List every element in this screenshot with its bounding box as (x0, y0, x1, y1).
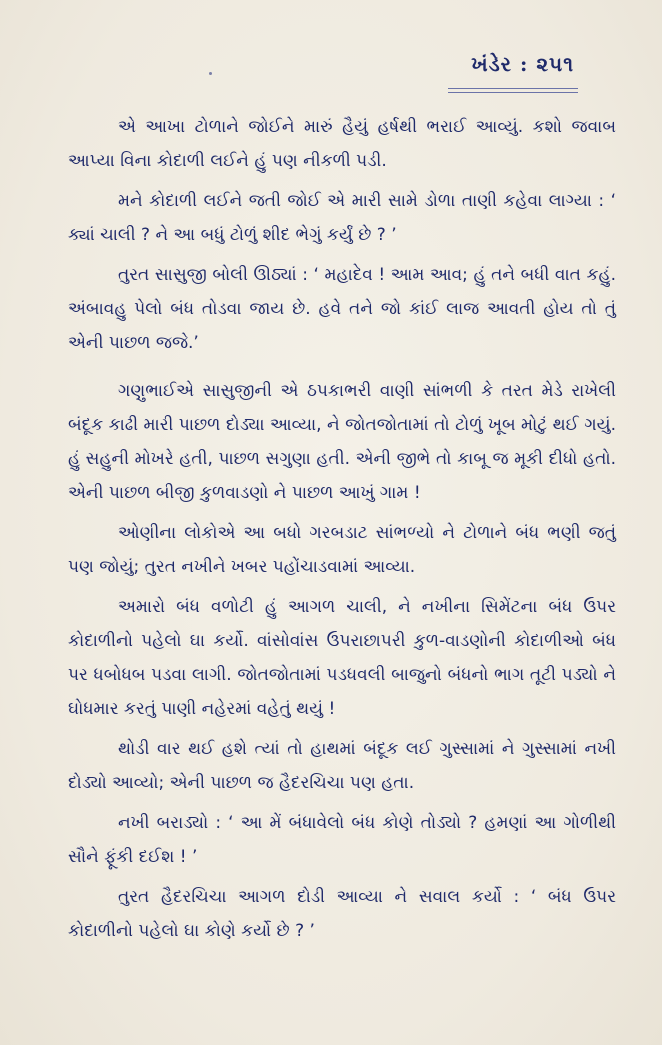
body-text (68, 110, 616, 954)
paragraph-2: મને કોદાળી લઈને જતી જોઈ એ મારી સામે ડોળા તાણી કહેવા લાગ્યા : ‘ ક્યાં ચાલી ? ને આ બધું ટોળું શીદ ભેગું કર્યું છે ? ’ (68, 191, 616, 245)
header-underline (448, 88, 578, 93)
chapter-page-header: ખંડેર : ૨૫૧ (471, 52, 574, 76)
paragraph-8: નખી બરાડ્યો : ‘ આ મેં બંધાવેલો બંધ કોણે તોડ્યો ? હમણાં આ ગોળીથી સૌને ફૂંકી દઈશ ! ’ (68, 813, 616, 867)
paragraph-6: અમારો બંધ વળોટી હું આગળ ચાલી, ને નખીના સિમેંટના બંધ ઉપર કોદાળીનો પહેલો ઘા કર્યો. વાંસોવાંસ ઉપરાછાપરી કુળ-વાડણોની કોદાળીઓ બંધ પર ધબોધબ પડવા લાગી. જોતજોતામાં પડધવલી બાજુનો બંધનો ભાગ તૂટી પડ્યો ને ઘોધમાર કરતું પાણી નહેરમાં વહેતું થયું ! (68, 597, 616, 719)
paragraph-1: એ આખા ટોળાને જોઈને મારું હૈયું હર્ષથી ભરાઈ આવ્યું. કશો જવાબ આપ્યા વિના કોદાળી લઈને હું પણ નીકળી પડી. (68, 117, 616, 171)
paragraph-3: તુરત સાસુજી બોલી ઊઠ્યાં : ‘ મહાદેવ ! આમ આવ; હું તને બધી વાત કહું. અંબાવહુ પેલો બંધ તોડવા જાય છે. હવે તને જો કાંઈ લાજ આવતી હોય તો તું એની પાછળ જજે.’ (68, 265, 616, 353)
paragraph-7: થોડી વાર થઈ હશે ત્યાં તો હાથમાં બંદૂક લઈ ગુસ્સામાં ને ગુસ્સામાં નખી દોડ્યો આવ્યો; એની પાછળ જ હૈદરચિચા પણ હતા. (68, 739, 616, 793)
paragraph-9: તુરત હૈદરચિચા આગળ દોડી આવ્યા ને સવાલ કર્યો : ‘ બંધ ઉપર કોદાળીનો પહેલો ઘા કોણે કર્યો છે ? ’ (68, 887, 616, 941)
paragraph-4: ગણુભાઈએ સાસુજીની એ ઠપકાભરી વાણી સાંભળી કે તરત મેડે રાખેલી બંદૂક કાઢી મારી પાછળ દોડ્યા આવ્યા, ને જોતજોતામાં તો ટોળું ખૂબ મોટું થઈ ગયું. હું સહુની મોખરે હતી, પાછળ સગુણા હતી. એની જીભે તો કાબૂ જ મૂકી દીધો હતો. એની પાછળ બીજી કુળવાડણો ને પાછળ આખું ગામ ! (68, 381, 616, 503)
paragraph-5: ઓણીના લોકોએ આ બધો ગરબડાટ સાંભળ્યો ને ટોળાને બંધ ભણી જતું પણ જોયું; તુરત નખીને ખબર પહોંચાડવામાં આવ્યા. (68, 523, 616, 577)
ink-speck (209, 72, 212, 75)
